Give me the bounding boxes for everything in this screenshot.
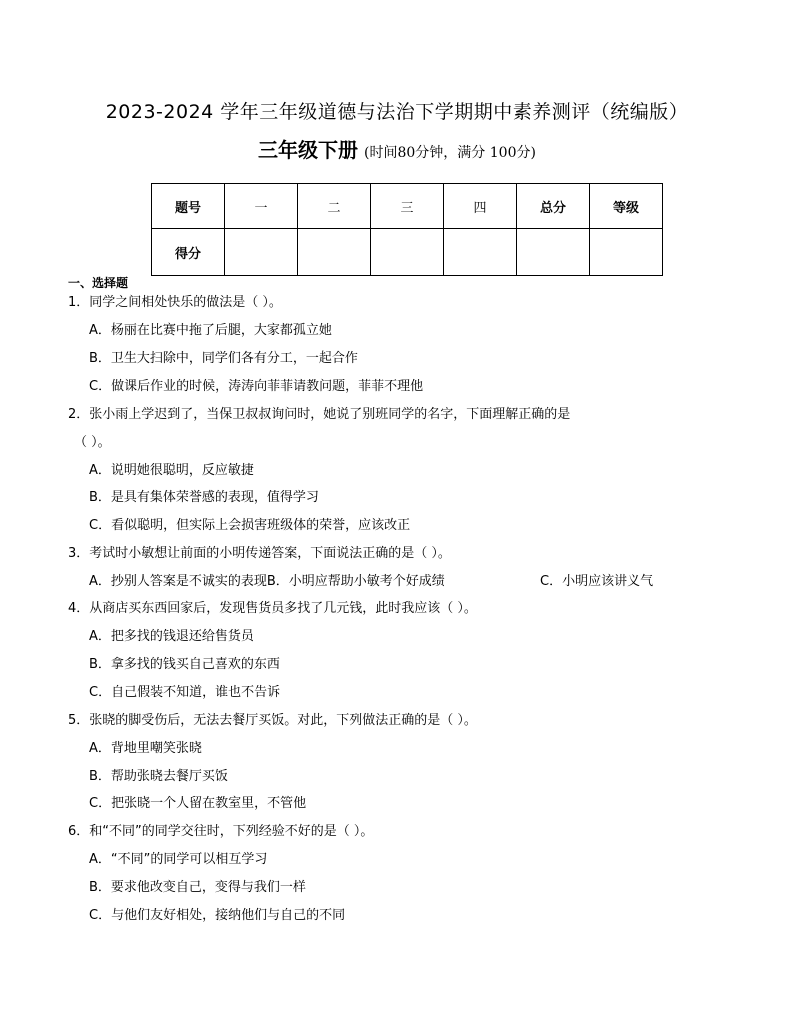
section-title: 一、选择题 (68, 276, 129, 290)
question-5-stem: 5．张晓的脚受伤后，无法去餐厅买饭。对此，下列做法正确的是（ ）。 (68, 713, 477, 728)
question-6-option-b: B．要求他改变自己，变得与我们一样 (89, 880, 306, 895)
score-cell[interactable] (444, 229, 517, 276)
header-cell-part-4: 四 (444, 184, 517, 229)
question-4-stem: 4．从商店买东西回家后，发现售货员多找了几元钱，此时我应该（ ）。 (68, 601, 477, 616)
question-2-stem: 2．张小雨上学迟到了，当保卫叔叔询问时，她说了别班同学的名字，下面理解正确的是 (68, 407, 571, 422)
score-cell[interactable] (298, 229, 371, 276)
time-score-note: (时间80分钟，满分 100分) (364, 145, 536, 161)
exam-title: 2023-2024 学年三年级道德与法治下学期期中素养测评（统编版） (105, 101, 689, 123)
score-cell[interactable] (517, 229, 590, 276)
question-5-option-b: B．帮助张晓去餐厅买饭 (89, 769, 228, 784)
header-cell-number: 题号 (152, 184, 225, 229)
question-4-option-c: C．自己假装不知道，谁也不告诉 (89, 685, 281, 700)
question-6-option-c: C．与他们友好相处，接纳他们与自己的不同 (89, 908, 346, 923)
question-1-option-b: B．卫生大扫除中，同学们各有分工，一起合作 (89, 351, 358, 366)
question-1-stem: 1．同学之间相处快乐的做法是（ ）。 (68, 295, 282, 310)
exam-subtitle (0, 134, 794, 163)
score-row-label: 得分 (152, 229, 225, 276)
question-5-option-c: C．把张晓一个人留在教室里，不管他 (89, 796, 307, 811)
grade-label: 三年级下册 (258, 138, 359, 162)
question-4-option-b: B．拿多找的钱买自己喜欢的东西 (89, 657, 280, 672)
header-cell-part-2: 二 (298, 184, 371, 229)
question-2-option-b: B．是具有集体荣誉感的表现，值得学习 (89, 490, 319, 505)
score-cell[interactable] (590, 229, 663, 276)
question-3-stem: 3．考试时小敏想让前面的小明传递答案，下面说法正确的是（ ）。 (68, 546, 451, 561)
question-6-stem: 6．和“不同”的同学交往时，下列经验不好的是（ ）。 (68, 824, 374, 839)
question-6-option-a: A．“不同”的同学可以相互学习 (89, 852, 268, 867)
question-1-option-c: C．做课后作业的时候，涛涛向菲菲请教问题，菲菲不理他 (89, 379, 424, 394)
question-2-option-a: A．说明她很聪明，反应敏捷 (89, 463, 254, 478)
header-cell-part-1: 一 (225, 184, 298, 229)
score-table-score-row (152, 229, 663, 276)
score-table (151, 183, 663, 276)
question-4-option-a: A．把多找的钱退还给售货员 (89, 629, 254, 644)
score-cell[interactable] (225, 229, 298, 276)
question-1-option-a: A．杨丽在比赛中拖了后腿，大家都孤立她 (89, 323, 332, 338)
score-table-header-row (152, 184, 663, 229)
header-cell-total: 总分 (517, 184, 590, 229)
question-3-option-ab: A．抄别人答案是不诚实的表现B．小明应帮助小敏考个好成绩 (89, 574, 445, 589)
score-cell[interactable] (371, 229, 444, 276)
question-3-option-c: C．小明应该讲义气 (540, 574, 654, 589)
question-5-option-a: A．背地里嘲笑张晓 (89, 741, 202, 756)
header-cell-grade: 等级 (590, 184, 663, 229)
question-2-option-c: C．看似聪明，但实际上会损害班级体的荣誉，应该改正 (89, 518, 411, 533)
header-cell-part-3: 三 (371, 184, 444, 229)
question-2-stem-continued: （ ）。 (74, 435, 111, 450)
